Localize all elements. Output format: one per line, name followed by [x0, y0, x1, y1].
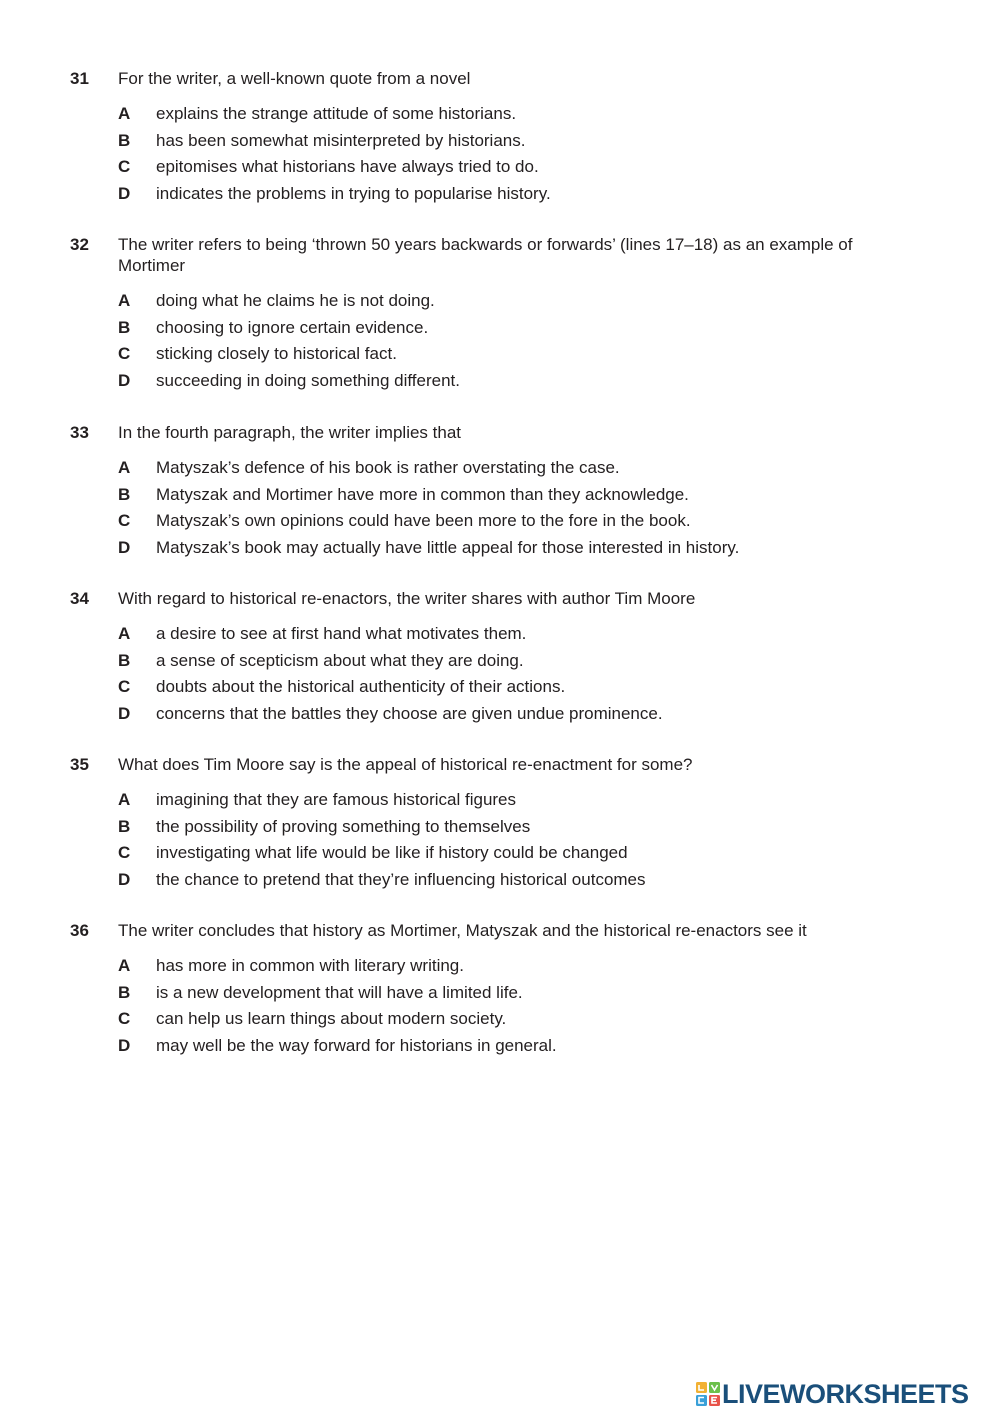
option-text: can help us learn things about modern society. [156, 1009, 507, 1028]
option-text: may well be the way forward for historians in general. [156, 1035, 557, 1055]
option-letter: B [118, 982, 131, 1002]
option-letter: D [118, 537, 131, 557]
option-letter: D [118, 183, 131, 203]
option-letter: C [118, 1009, 131, 1028]
option-list [0, 623, 1000, 729]
option-d[interactable] [0, 869, 1000, 896]
option-letter: C [118, 843, 131, 862]
option-text: sticking closely to historical fact. [156, 344, 397, 363]
option-d[interactable] [0, 1035, 1000, 1062]
option-d[interactable] [0, 703, 1000, 730]
question-header [0, 234, 1000, 276]
question-34 [0, 588, 1000, 729]
option-letter: C [118, 344, 131, 363]
question-number: 31 [70, 69, 89, 88]
question-number: 34 [70, 589, 89, 608]
option-text: doing what he claims he is not doing. [156, 291, 435, 310]
question-header [0, 422, 1000, 443]
question-header [0, 920, 1000, 941]
option-a[interactable] [0, 457, 1000, 484]
option-letter: A [118, 291, 131, 310]
option-letter: A [118, 956, 131, 975]
option-letter: B [118, 484, 131, 504]
option-letter: B [118, 130, 131, 150]
option-b[interactable] [0, 130, 1000, 157]
question-number: 33 [70, 423, 89, 442]
option-c[interactable] [0, 510, 1000, 537]
option-list [0, 457, 1000, 563]
option-text: Matyszak and Mortimer have more in common than they acknowledge. [156, 484, 689, 504]
question-number: 32 [70, 235, 89, 254]
option-text: a desire to see at first hand what motivates them. [156, 624, 527, 643]
watermark-text: LIVEWORKSHEETS [722, 1378, 969, 1409]
option-d[interactable] [0, 183, 1000, 210]
option-text: has been somewhat misinterpreted by historians. [156, 130, 526, 150]
question-stem: For the writer, a well-known quote from a novel [118, 69, 471, 88]
option-b[interactable] [0, 650, 1000, 677]
option-b[interactable] [0, 317, 1000, 344]
question-header [0, 754, 1000, 775]
option-letter: A [118, 624, 131, 643]
option-c[interactable] [0, 156, 1000, 183]
option-text: epitomises what historians have always tried to do. [156, 157, 539, 176]
option-b[interactable] [0, 816, 1000, 843]
question-number: 35 [70, 755, 89, 774]
option-letter: C [118, 677, 131, 696]
question-number: 36 [70, 921, 89, 940]
question-stem: What does Tim Moore say is the appeal of historical re-enactment for some? [118, 755, 693, 774]
option-list [0, 789, 1000, 895]
option-text: Matyszak’s own opinions could have been more to the fore in the book. [156, 511, 691, 530]
option-letter: B [118, 816, 131, 836]
option-text: Matyszak’s book may actually have little appeal for those interested in history. [156, 537, 740, 557]
liveworksheets-watermark [696, 1378, 969, 1410]
option-letter: D [118, 370, 131, 390]
option-a[interactable] [0, 290, 1000, 317]
question-stem: In the fourth paragraph, the writer implies that [118, 423, 462, 442]
option-b[interactable] [0, 982, 1000, 1009]
option-text: has more in common with literary writing. [156, 956, 464, 975]
option-text: doubts about the historical authenticity of their actions. [156, 677, 566, 696]
option-list [0, 290, 1000, 396]
option-text: succeeding in doing something different. [156, 370, 460, 390]
option-letter: A [118, 790, 131, 809]
option-letter: B [118, 317, 131, 337]
liveworksheets-logo-icon [696, 1382, 720, 1406]
question-header [0, 68, 1000, 89]
option-letter: C [118, 157, 131, 176]
option-a[interactable] [0, 955, 1000, 982]
option-letter: B [118, 650, 131, 670]
option-d[interactable] [0, 370, 1000, 397]
option-c[interactable] [0, 676, 1000, 703]
option-a[interactable] [0, 789, 1000, 816]
option-text: indicates the problems in trying to popularise history. [156, 183, 551, 203]
option-text: a sense of scepticism about what they are doing. [156, 650, 524, 670]
option-letter: D [118, 869, 131, 889]
option-text: concerns that the battles they choose are given undue prominence. [156, 703, 663, 723]
option-text: the possibility of proving something to themselves [156, 816, 531, 836]
question-stem: The writer concludes that history as Mortimer, Matyszak and the historical re-enactors see it [118, 921, 807, 940]
question-31 [0, 68, 1000, 209]
option-letter: A [118, 104, 131, 123]
option-b[interactable] [0, 484, 1000, 511]
question-header [0, 588, 1000, 609]
question-35 [0, 754, 1000, 895]
option-text: investigating what life would be like if history could be changed [156, 843, 628, 862]
question-32 [0, 234, 1000, 396]
question-33 [0, 422, 1000, 563]
option-text: the chance to pretend that they’re influencing historical outcomes [156, 869, 646, 889]
option-c[interactable] [0, 842, 1000, 869]
option-text: choosing to ignore certain evidence. [156, 317, 429, 337]
option-d[interactable] [0, 537, 1000, 564]
option-letter: D [118, 703, 131, 723]
option-text: imagining that they are famous historical figures [156, 790, 517, 809]
option-letter: A [118, 458, 131, 477]
question-stem: The writer refers to being ‘thrown 50 years backwards or forwards’ (lines 17–18) as an example of Mortimer [118, 235, 853, 275]
option-list [0, 103, 1000, 209]
option-a[interactable] [0, 623, 1000, 650]
option-list [0, 955, 1000, 1061]
question-36 [0, 920, 1000, 1061]
option-a[interactable] [0, 103, 1000, 130]
question-stem: With regard to historical re-enactors, the writer shares with author Tim Moore [118, 589, 696, 608]
option-text: explains the strange attitude of some historians. [156, 104, 517, 123]
option-letter: D [118, 1035, 131, 1055]
option-text: is a new development that will have a limited life. [156, 982, 523, 1002]
option-text: Matyszak’s defence of his book is rather overstating the case. [156, 458, 620, 477]
option-c[interactable] [0, 1008, 1000, 1035]
option-c[interactable] [0, 343, 1000, 370]
option-letter: C [118, 511, 131, 530]
